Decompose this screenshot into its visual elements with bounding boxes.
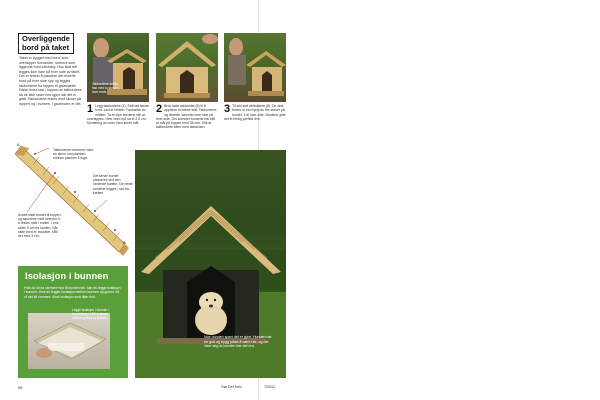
article-title: Overliggende bord på taket xyxy=(22,34,70,52)
step-1-photo-caption: Takbordene settes fast med to skruer i hver ende. xyxy=(92,82,120,94)
step-2 xyxy=(156,104,218,130)
step-3-illustration xyxy=(224,33,286,102)
step-3 xyxy=(224,104,286,121)
insulation-photo xyxy=(28,313,110,369)
insulation-box xyxy=(18,266,128,378)
step-2-number: 2 xyxy=(156,103,163,115)
step-1-number: 1 xyxy=(87,103,94,115)
step-2-text: Bruk faste takbordet (8) til å oppheve bordene sett. Takbordene og deretter sammen ene side på hver side. Det kommer bordene har fått et mål på toppen med 35 mm. Slik at takbordene sitter med takskruen. xyxy=(156,104,217,130)
page-number: 98 xyxy=(18,385,23,390)
diagram-label-left: Avsett siste bordet til toppen og saumene midt innenfor 0-6 festes midt i enden. I ene siden 5 cm fra kanten. Når siste bord er avsluttet. Mål det med 3 cm. xyxy=(18,213,62,239)
magazine-name: Gør Det Selv xyxy=(221,385,242,389)
step-2-photo xyxy=(156,33,218,102)
diagram-marker-b: B xyxy=(123,240,126,245)
diagram-label-right: Det første bordet plasseres ved den nederste kanten. De neste bordene legges i rad fra kanten. xyxy=(93,174,133,195)
step-1 xyxy=(87,104,149,125)
insulation-illustration xyxy=(28,313,110,369)
step-3-text: Til sist sett vindskiene (8). De skal festes ut ved hjelp av fire skruer på bordet, 4 til hver side. Bordene gitte det et ferdig perfekt lere. xyxy=(224,104,286,121)
insulation-body: Hvis du vil ha varmere hus til hunden din, kan du legge isolasjon i bunnen. Hvis du legger isolasjon mellom bunnen og gulvet, så vil det bli varmere. Bruk isolasjon som tåler fukt. xyxy=(24,286,121,299)
diagram-marker-a: A xyxy=(17,142,20,147)
article-intro: Taket er bygget med bord, som overlapper hverandre, omtrent som liggende bord-kledning. Hus skal det legges ikke bare på hver side av taket. Der er lettest å plassere det enkelte bord på hver side opp og legges takbordene fra toppen til gavlmønet. Disse limes fast i toppen av takbordene, så de ikke raser ned igjen når det er glatt. Takbordene festes med skruer på toppen og i bunnen. I gavlenden er det. xyxy=(19,56,83,106)
article-title-box xyxy=(18,33,74,54)
insulation-title: Isolasjon i bunnen xyxy=(25,271,109,282)
step-3-number: 3 xyxy=(224,103,231,115)
insulation-photo-caption: Legge isolasjon i bunnen i hundehuset. Mål avstand mellom gulvet og kanten. xyxy=(72,308,109,320)
magazine-issue: 7/2012 xyxy=(264,385,275,389)
diagram-label-top-right: Takbordene monteres med en skrue mot planken, mellom planken 1 fuge. xyxy=(53,148,94,161)
step-3-photo xyxy=(224,33,286,102)
step-2-illustration xyxy=(156,33,218,102)
doghouse-photo-caption: Noe hunden spørt det er gjort. Hunden har en god og trygg plass å være ute, og det viser seg at hunden har det bra. xyxy=(204,335,272,349)
step-1-text: Legg takbordene (1). Sett det første bord. Lad et midten. Fastnelse av midten. Ta en tipe bordene slik at overlappes. Hver bord må ha et 2,5 cm. Montering av noen med sterkt mål. xyxy=(87,104,149,126)
